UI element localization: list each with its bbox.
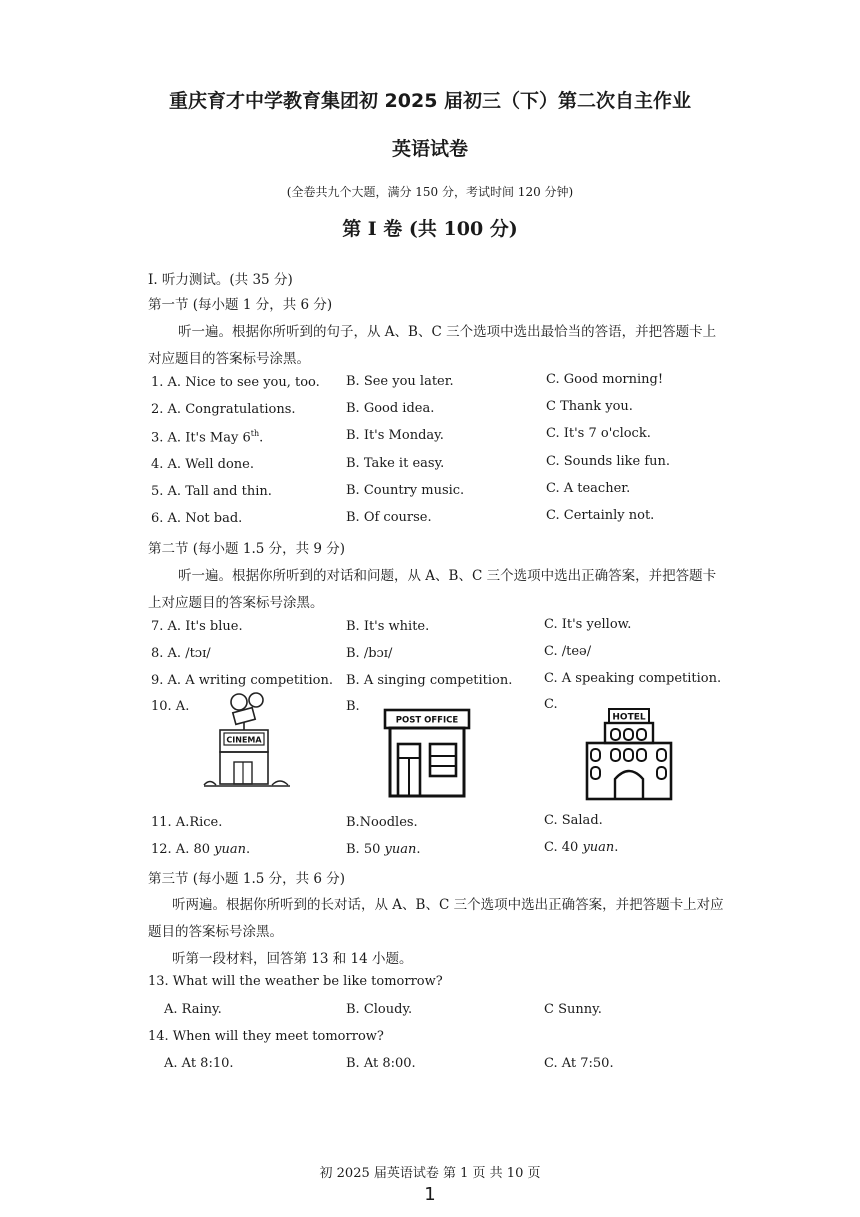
- section1-instruction-line2: 对应题目的答案标号涂黑。: [148, 351, 310, 367]
- q11-option-c: C. Salad.: [544, 813, 603, 828]
- q11-option-b: B.Noodles.: [346, 815, 418, 830]
- q3-option-b: B. It's Monday.: [346, 428, 444, 443]
- q6-option-a: 6. A. Not bad.: [151, 511, 243, 526]
- hotel-sign-text: HOTEL: [612, 712, 646, 723]
- volume-heading: 第 I 卷 (共 100 分): [342, 218, 518, 240]
- post-office-sign-text: POST OFFICE: [395, 715, 459, 726]
- q13-option-b: B. Cloudy.: [346, 1002, 413, 1017]
- q5-option-c: C. A teacher.: [546, 481, 631, 496]
- section3-instruction-line2: 题目的答案标号涂黑。: [148, 924, 283, 940]
- cinema-sign-text: CINEMA: [226, 735, 262, 745]
- q6-option-b: B. Of course.: [346, 510, 432, 525]
- q9-option-b: B. A singing competition.: [346, 673, 513, 688]
- q2-option-b: B. Good idea.: [346, 401, 435, 416]
- q8-option-c: C. /teə/: [544, 644, 592, 659]
- q7-option-b: B. It's white.: [346, 619, 430, 634]
- q2-option-a: 2. A. Congratulations.: [151, 402, 296, 417]
- section2-instruction-line2: 上对应题目的答案标号涂黑。: [148, 595, 324, 611]
- q1-option-c: C. Good morning!: [546, 372, 664, 387]
- q14-option-a: A. At 8:10.: [164, 1056, 234, 1071]
- part1-heading: I. 听力测试。(共 35 分): [148, 272, 293, 288]
- q5-option-a: 5. A. Tall and thin.: [151, 484, 272, 499]
- q10-option-a: 10. A.: [151, 699, 190, 714]
- q7-option-c: C. It's yellow.: [544, 617, 632, 632]
- q3-option-a: 3. A. It's May 6th.: [151, 429, 264, 446]
- q9-option-a: 9. A. A writing competition.: [151, 673, 333, 688]
- q13-option-a: A. Rainy.: [164, 1002, 222, 1017]
- q14-option-b: B. At 8:00.: [346, 1056, 416, 1071]
- q3-option-c: C. It's 7 o'clock.: [546, 426, 651, 441]
- q4-option-a: 4. A. Well done.: [151, 457, 254, 472]
- q8-option-a: 8. A. /tɔɪ/: [151, 646, 211, 661]
- section1-heading: 第一节 (每小题 1 分，共 6 分): [148, 297, 333, 313]
- q13-option-c: C Sunny.: [544, 1002, 602, 1017]
- q12-option-a: 12. A. 80 yuan.: [151, 842, 251, 857]
- q10-option-c: C.: [544, 697, 558, 712]
- q5-option-b: B. Country music.: [346, 483, 465, 498]
- q12-option-c: C. 40 yuan.: [544, 840, 619, 855]
- q14-stem: 14. When will they meet tomorrow?: [148, 1029, 384, 1044]
- exam-school-title: 重庆育才中学教育集团初 2025 届初三（下）第二次自主作业: [168, 90, 692, 112]
- section1-instruction-line1: 听一遍。根据你所听到的句子，从 A、B、C 三个选项中选出最恰当的答语，并把答题卡上: [178, 324, 717, 340]
- page-number: 1: [424, 1184, 436, 1205]
- exam-note: (全卷共九个大题，满分 150 分，考试时间 120 分钟): [286, 185, 574, 199]
- cinema-illustration: [200, 690, 300, 792]
- q1-option-a: 1. A. Nice to see you, too.: [151, 375, 320, 390]
- q8-option-b: B. /bɔɪ/: [346, 646, 393, 661]
- q14-option-c: C. At 7:50.: [544, 1056, 614, 1071]
- post-office-illustration: [382, 706, 472, 800]
- section2-heading: 第二节 (每小题 1.5 分，共 9 分): [148, 541, 346, 557]
- q12-option-b: B. 50 yuan.: [346, 842, 421, 857]
- section3-heading: 第三节 (每小题 1.5 分，共 6 分): [148, 871, 346, 887]
- q6-option-c: C. Certainly not.: [546, 508, 655, 523]
- section3-instruction-line1: 听两遍。根据你所听到的长对话，从 A、B、C 三个选项中选出正确答案，并把答题卡上对应: [172, 897, 724, 913]
- q4-option-b: B. Take it easy.: [346, 456, 445, 471]
- exam-subject-title: 英语试卷: [391, 138, 468, 160]
- hotel-illustration: [585, 707, 675, 801]
- q4-option-c: C. Sounds like fun.: [546, 454, 671, 469]
- material1-instruction: 听第一段材料，回答第 13 和 14 小题。: [172, 951, 413, 967]
- q7-option-a: 7. A. It's blue.: [151, 619, 243, 634]
- q13-stem: 13. What will the weather be like tomorrow?: [148, 974, 443, 989]
- q1-option-b: B. See you later.: [346, 374, 454, 389]
- q10-option-b: B.: [346, 699, 360, 714]
- q2-option-c: C Thank you.: [546, 399, 633, 414]
- page-footer: 初 2025 届英语试卷 第 1 页 共 10 页: [319, 1166, 541, 1181]
- section2-instruction-line1: 听一遍。根据你所听到的对话和问题，从 A、B、C 三个选项中选出正确答案，并把答题卡: [178, 568, 717, 584]
- q9-option-c: C. A speaking competition.: [544, 671, 722, 686]
- q11-option-a: 11. A.Rice.: [151, 815, 223, 830]
